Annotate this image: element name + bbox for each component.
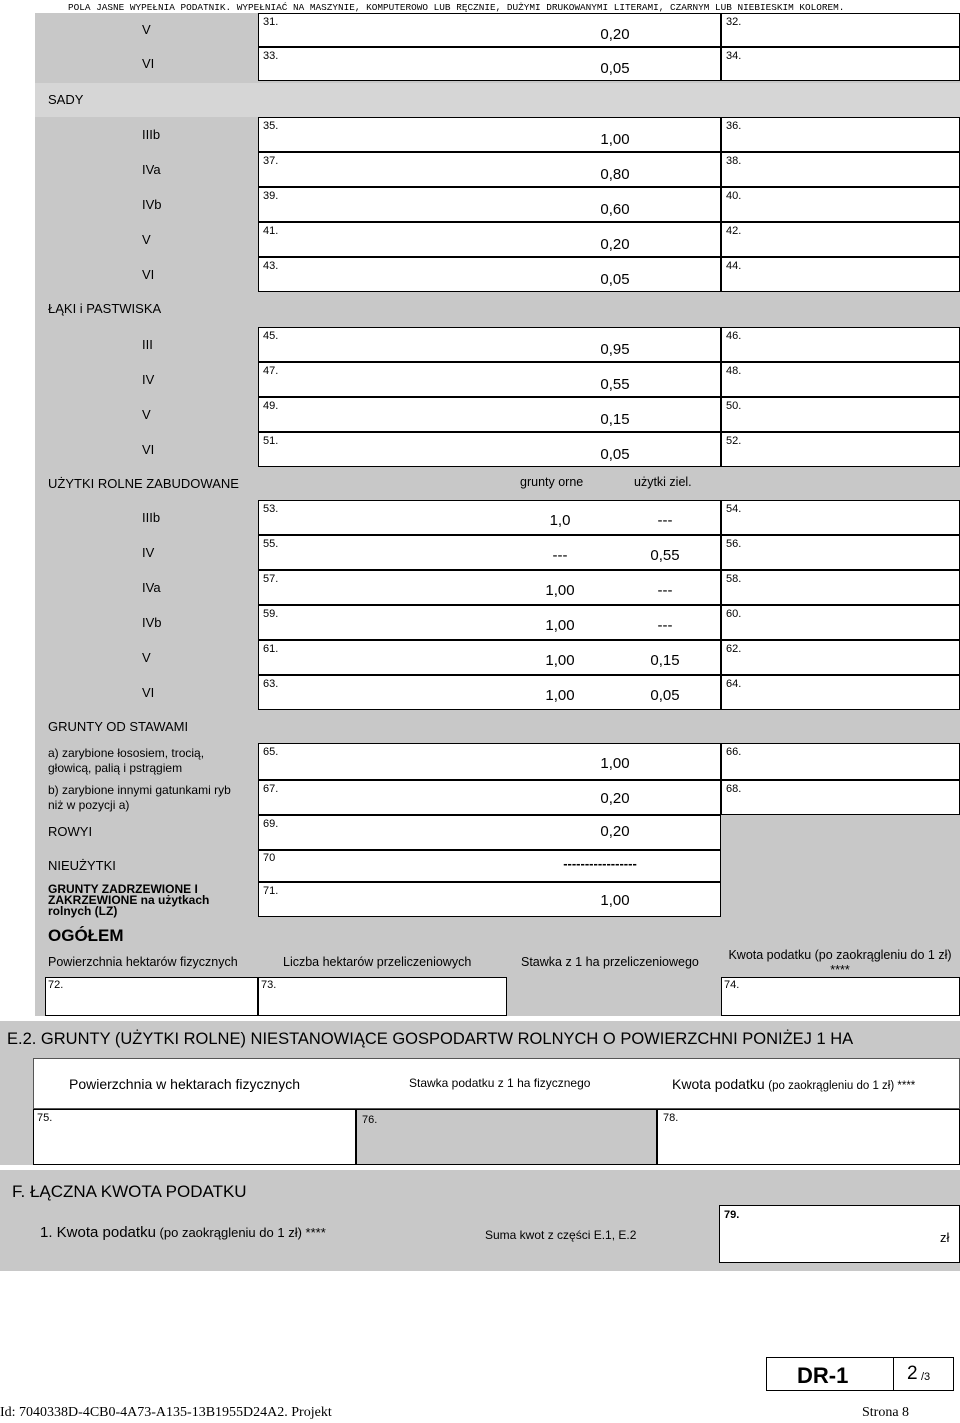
zab-row-1-rate-ziel: 0,55 <box>650 547 680 564</box>
sady-row-4-num: 43. <box>263 260 279 272</box>
nieuzytki-label: NIEUŻYTKI <box>48 858 116 873</box>
form-code: DR-1 <box>797 1363 849 1388</box>
ogolem-n74: 74. <box>724 979 740 991</box>
f-item-rest: (po zaokrągleniu do 1 zł) **** <box>159 1225 326 1240</box>
zab-row-3-rate-ziel: --- <box>657 617 673 634</box>
ogolem-n72: 72. <box>48 979 64 991</box>
stawy-b-amount-field[interactable] <box>721 780 960 815</box>
laki-row-1-num: 47. <box>263 365 279 377</box>
page-total: /3 <box>921 1371 931 1383</box>
lz-label: GRUNTY ZADRZEWIONE I ZAKRZEWIONE na użytkach rolnych (LZ) <box>48 882 210 918</box>
header-note: POLA JASNE WYPEŁNIA PODATNIK. WYPEŁNIAĆ NA MASZYNIE, KOMPUTEROWO LUB RĘCZNIE, DUŻYMI DRUKOWANYMI LITERAMI, CZARNYM LUB NIEBIESKIM KOLOREM. <box>68 2 845 13</box>
row-top-0-rate: 0,20 <box>600 26 630 43</box>
row-top-0-amount-field[interactable] <box>721 13 960 47</box>
laki-row-3-num: 51. <box>263 435 279 447</box>
e2-h2: Stawka podatku z 1 ha fizycznego <box>409 1076 591 1090</box>
f-unit: zł <box>940 1230 950 1245</box>
e2-n75: 75. <box>37 1112 53 1124</box>
laki-row-1-amount-num: 48. <box>726 365 742 377</box>
e2-n76: 76. <box>362 1114 378 1126</box>
sady-row-0-rate: 1,00 <box>600 131 630 148</box>
zab-row-5-amount-field[interactable] <box>721 675 960 710</box>
e2-rate-cell <box>356 1109 657 1165</box>
section-laki: ŁĄKI i PASTWISKA <box>48 301 162 316</box>
zab-row-1-rate-orne: --- <box>552 547 568 564</box>
ogolem-h4: Kwota podatku (po zaokrągleniu do 1 zł) **** <box>728 948 952 977</box>
laki-row-3-rate: 0,05 <box>600 446 630 463</box>
ogolem-converted-field[interactable] <box>258 977 507 1016</box>
ogolem-h1: Powierzchnia hektarów fizycznych <box>48 955 238 969</box>
laki-row-3-class: VI <box>142 441 155 457</box>
stawy-a-amount-field[interactable] <box>721 743 960 780</box>
sady-row-1-amount-num: 38. <box>726 155 742 167</box>
zab-row-0-amount-field[interactable] <box>721 500 960 535</box>
e2-n78: 78. <box>663 1112 679 1124</box>
laki-row-2-num: 49. <box>263 400 279 412</box>
lz-rate: 1,00 <box>600 892 630 909</box>
rowy-num: 69. <box>263 818 279 830</box>
page-label: Strona 8 <box>862 1405 910 1420</box>
laki-row-0-class: III <box>142 336 153 352</box>
sady-row-1-rate: 0,80 <box>600 166 630 183</box>
ogolem-h3: Stawka z 1 ha przeliczeniowego <box>521 955 699 969</box>
zab-row-5-amount-num: 64. <box>726 678 742 690</box>
zab-row-4-amount-num: 62. <box>726 643 742 655</box>
zab-row-3-class: IVb <box>142 615 162 630</box>
f-n79: 79. <box>724 1209 740 1221</box>
sady-row-3-class: V <box>142 231 151 247</box>
zab-row-1-num: 55. <box>263 538 279 550</box>
laki-row-3-amount-field[interactable] <box>721 432 960 467</box>
nieuzytki-rate: ----------------- <box>563 856 637 871</box>
f-item-bold: 1. Kwota podatku <box>40 1224 156 1241</box>
stawy-a-rate: 1,00 <box>600 755 630 772</box>
zab-row-0-class: IIIb <box>142 510 161 525</box>
section-stawy: GRUNTY OD STAWAMI <box>48 719 189 734</box>
sady-row-0-class: IIIb <box>142 126 161 142</box>
ogolem-h2: Liczba hektarów przeliczeniowych <box>283 955 472 969</box>
laki-row-2-amount-num: 50. <box>726 400 742 412</box>
zab-row-2-amount-num: 58. <box>726 573 742 585</box>
laki-row-2-rate: 0,15 <box>600 411 630 428</box>
stawy-a-amount-num: 66. <box>726 746 742 758</box>
sady-row-0-amount-num: 36. <box>726 120 742 132</box>
sady-row-4-amount-field[interactable] <box>721 257 960 292</box>
row-top-0-class: V <box>142 22 151 37</box>
rowy-rate: 0,20 <box>600 823 630 840</box>
laki-row-2-amount-field[interactable] <box>721 397 960 432</box>
lz-num: 71. <box>263 885 279 897</box>
sady-row-3-amount-num: 42. <box>726 225 742 237</box>
e2-h3-bold: Kwota podatku <box>672 1076 765 1092</box>
stawy-b-rate: 0,20 <box>600 790 630 807</box>
section-zabudowane: UŻYTKI ROLNE ZABUDOWANE <box>48 476 239 491</box>
f-title: F. ŁĄCZNA KWOTA PODATKU <box>12 1182 247 1201</box>
sady-row-2-class: IVb <box>142 196 162 212</box>
stawy-b-label: b) zarybione innymi gatunkami ryb niż w pozycji a) <box>48 783 231 812</box>
zab-row-0-rate-ziel: --- <box>657 512 673 529</box>
zab-row-4-rate-ziel: 0,15 <box>650 652 680 669</box>
zab-row-3-amount-field[interactable] <box>721 605 960 640</box>
laki-row-1-amount-field[interactable] <box>721 362 960 397</box>
nieuzytki-num: 70 <box>263 852 276 864</box>
e2-h3-rest: (po zaokrągleniu do 1 zł) **** <box>768 1080 916 1092</box>
laki-row-1-class: IV <box>142 371 155 387</box>
zab-row-5-num: 63. <box>263 678 279 690</box>
sady-row-2-amount-field[interactable] <box>721 187 960 222</box>
row-top-1-amount-num: 34. <box>726 50 742 62</box>
zab-row-4-amount-field[interactable] <box>721 640 960 675</box>
zab-row-1-amount-field[interactable] <box>721 535 960 570</box>
laki-row-0-num: 45. <box>263 330 279 342</box>
ogolem-title: OGÓŁEM <box>48 926 124 945</box>
row-top-1-num: 33. <box>263 50 279 62</box>
zab-row-4-class: V <box>142 650 151 665</box>
col-uzytki-ziel: użytki ziel. <box>634 475 692 489</box>
row-top-1-amount-field[interactable] <box>721 47 960 81</box>
zab-row-3-amount-num: 60. <box>726 608 742 620</box>
document-id: Id: 7040338D-4CB0-4A73-A135-13B1955D24A2. Projekt <box>0 1405 332 1420</box>
stawy-b-num: 67. <box>263 783 279 795</box>
zab-row-1-class: IV <box>142 545 155 560</box>
e2-tax-field[interactable] <box>657 1109 960 1165</box>
e2-area-field[interactable] <box>33 1109 356 1165</box>
zab-row-5-rate-ziel: 0,05 <box>650 687 680 704</box>
sady-row-1-num: 37. <box>263 155 279 167</box>
zab-row-2-rate-ziel: --- <box>657 582 673 599</box>
laki-row-0-amount-num: 46. <box>726 330 742 342</box>
f-total-field[interactable] <box>719 1205 960 1263</box>
zab-row-2-amount-field[interactable] <box>721 570 960 605</box>
zab-row-4-num: 61. <box>263 643 279 655</box>
zab-row-3-rate-orne: 1,00 <box>545 617 575 634</box>
zab-row-5-class: VI <box>142 685 155 700</box>
f-item-label <box>40 1224 326 1241</box>
sady-row-4-class: VI <box>142 266 155 282</box>
laki-row-0-rate: 0,95 <box>600 341 630 358</box>
sady-row-3-amount-field[interactable] <box>721 222 960 257</box>
zab-row-4-rate-orne: 1,00 <box>545 652 575 669</box>
stawy-a-label: a) zarybione łososiem, trocią, głowicą, palią i pstrągiem <box>48 746 205 775</box>
stawy-a-num: 65. <box>263 746 279 758</box>
sady-row-1-amount-field[interactable] <box>721 152 960 187</box>
laki-row-1-rate: 0,55 <box>600 376 630 393</box>
e2-title: E.2. GRUNTY (UŻYTKI ROLNE) NIESTANOWIĄCE GOSPODARTW ROLNYCH O POWIERZCHNI PONIŻEJ 1 HA <box>7 1030 854 1048</box>
ogolem-tax-field[interactable] <box>721 977 960 1016</box>
sady-row-4-rate: 0,05 <box>600 271 630 288</box>
f-suma: Suma kwot z części E.1, E.2 <box>485 1228 637 1242</box>
laki-row-3-amount-num: 52. <box>726 435 742 447</box>
sady-row-1-class: IVa <box>142 161 161 177</box>
sady-header-band <box>35 83 960 117</box>
zab-row-0-amount-num: 54. <box>726 503 742 515</box>
row-top-0-num: 31. <box>263 16 279 28</box>
row-top-1-rate: 0,05 <box>600 60 630 77</box>
ogolem-n73: 73. <box>261 979 277 991</box>
zab-row-2-num: 57. <box>263 573 279 585</box>
zab-row-0-rate-orne: 1,0 <box>549 512 571 529</box>
sady-row-4-amount-num: 44. <box>726 260 742 272</box>
sady-row-3-num: 41. <box>263 225 279 237</box>
row-top-1-class: VI <box>142 56 155 71</box>
zab-row-5-rate-orne: 1,00 <box>545 687 575 704</box>
laki-row-0-amount-field[interactable] <box>721 327 960 362</box>
sady-row-2-num: 39. <box>263 190 279 202</box>
e2-h1: Powierzchnia w hektarach fizycznych <box>69 1076 301 1092</box>
zab-row-2-class: IVa <box>142 580 161 595</box>
zab-row-0-num: 53. <box>263 503 279 515</box>
sady-row-2-amount-num: 40. <box>726 190 742 202</box>
zab-row-2-rate-orne: 1,00 <box>545 582 575 599</box>
sady-row-2-rate: 0,60 <box>600 201 630 218</box>
stawy-b-amount-num: 68. <box>726 783 742 795</box>
page-num: 2 <box>907 1363 918 1384</box>
col-grunty-orne: grunty orne <box>520 475 584 489</box>
sady-row-3-rate: 0,20 <box>600 236 630 253</box>
row-top-0-amount-num: 32. <box>726 16 742 28</box>
rowy-label: ROWYI <box>48 824 93 839</box>
ogolem-area-field[interactable] <box>45 977 258 1016</box>
e2-h3 <box>672 1076 915 1092</box>
sady-row-0-num: 35. <box>263 120 279 132</box>
laki-row-2-class: V <box>142 406 151 422</box>
section-sady: SADY <box>48 92 84 107</box>
sady-row-0-amount-field[interactable] <box>721 117 960 152</box>
form-id-divider <box>893 1357 894 1391</box>
zab-row-3-num: 59. <box>263 608 279 620</box>
zab-row-1-amount-num: 56. <box>726 538 742 550</box>
